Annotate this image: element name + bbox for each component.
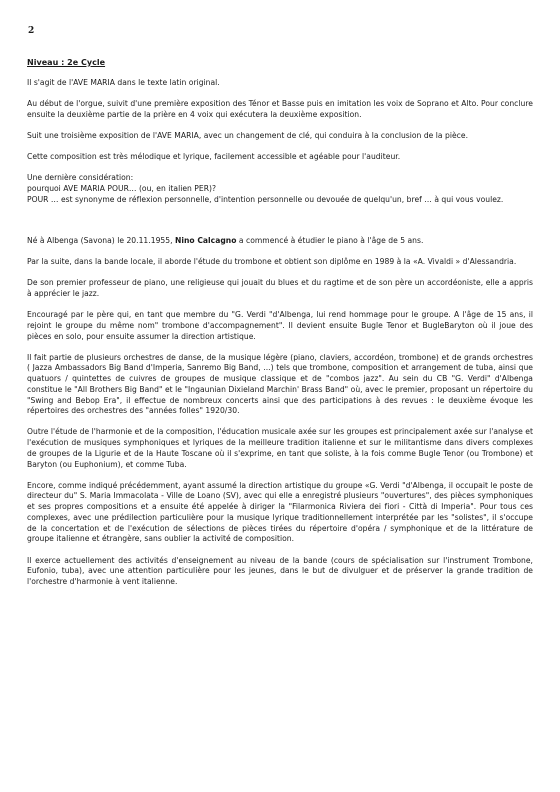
section-gap (27, 216, 533, 236)
paragraph-third-exposition: Suit une troisième exposition de l'AVE MARIA, avec un changement de clé, qui conduira à la conclusion de la pièce. (27, 130, 469, 140)
paragraph-consideration (27, 173, 533, 205)
paragraph-direction: Encore, comme indiqué précédemment, ayant assumé la direction artistique du groupe «G. Verdi "d'Albenga, il occupait le poste de directeur du" S. Maria Immacolata - Ville de Loano (SV), avec qui elle a enregistré plusieurs "ouvertures", des pièces symphoniques et ses propres compositions et a ensuite été appelée à diriger la "Filarmonica Riviera dei fiori - Città di Imperia". Pour tous ces complexes, avec une prédilection particulière pour la musique lyrique traditionnellement interprétée par les "solistes", il s'occupe de la concertation et de l'exécution de sélections de pièces tirées du répertoire d'opéra / symphonique et de la littérature de groupe italienne et étrangère, sans oublier la activité de composition. (27, 480, 533, 544)
consideration-line-3: POUR … est synonyme de réflexion personnelle, d'intention personnelle ou devouée de quelqu'un, bref … à qui vous voulez. (27, 194, 504, 204)
paragraph-intro: Il s'agit de l'AVE MARIA dans le texte latin original. (27, 77, 220, 87)
paragraph-character: Cette composition est très mélodique et lyrique, facilement accessible et agéable pour l'auditeur. (27, 152, 401, 162)
page-number: 2 (28, 26, 35, 36)
consideration-line-2: pourquoi AVE MARIA POUR… (ou, en italien PER)? (27, 183, 217, 193)
paragraph-structure: Au début de l'orgue, suivit d'une première exposition des Ténor et Basse puis en imitation les voix de Soprano et Alto. Pour conclure ensuite la deuxième partie de la prière en 4 voix qui exécutera la deuxième exposition. (27, 98, 533, 119)
document-body (27, 58, 533, 598)
bio-piano-text: a commencé à étudier le piano à l'âge de 5 ans. (236, 235, 424, 245)
paragraph-verdi-group: Encouragé par le père qui, en tant que membre du "G. Verdi "d'Albenga, lui rend hommage pour le groupe. A l'âge de 15 ans, il rejoint le groupe du même nom" trombone d'accompagnement". Il devient ensuite Bugle Tenor et BugleBaryton où il joue des pièces en solo, pour ensuite assumer la direction artistique. (27, 310, 533, 341)
paragraph-teaching: Il exerce actuellement des activités d'enseignement au niveau de la bande (cours de spécialisation sur l'instrument Trombone, Eufonio, tuba), avec une attention particulière pour les jeunes, dans le but de divulguer et de préserver la grande tradition de l'orchestre d'harmonie à vent italienne. (27, 555, 533, 586)
consideration-line-1: Une dernière considération: (27, 173, 134, 183)
paragraph-trombone: Par la suite, dans la bande locale, il aborde l'étude du trombone et obtient son diplôme en 1989 à la «A. Vivaldi » d'Alessandria. (27, 257, 517, 267)
composer-name: Nino Calcagno (175, 235, 237, 245)
paragraph-orchestras: Il fait partie de plusieurs orchestres de danse, de la musique légère (piano, claviers, accordéon, trombone) et de grands orchestres ( Jazza Ambassadors Big Band d'Imperia, Sanremo Big Band, ...) tels que trombone, composition et arrangement de tuba, ainsi que quatuors / quintettes de cuivres de groupes de musique classique et de "combos jazz". Au sein du CB "G. Verdi" d'Albenga constitue le "All Brothers Big Band" et le "Ingaunian Dixieland Marchin' Brass Band" où, avec le premier, proposant un répertoire du "Swing and Bebop Era", il effectue de nombreux concerts ainsi que des participations à des revues : le deuxième évoque les répertoires des orchestres des "années folles" 1920/30. (27, 352, 533, 416)
paragraph-bio-intro (27, 236, 533, 247)
bio-birth-text: Né à Albenga (Savona) le 20.11.1955, (27, 235, 175, 245)
paragraph-jazz: De son premier professeur de piano, une religieuse qui jouait du blues et du ragtime et de son père un accordéoniste, elle a appris à apprécier le jazz. (27, 278, 533, 298)
paragraph-education: Outre l'étude de l'harmonie et de la composition, l'éducation musicale axée sur les groupes est principalement axée sur l'analyse et l'exécution de musiques symphoniques et lyriques de la meilleure tradition italienne et sur le militantisme dans divers complexes de groupes de la Ligurie et de la Haute Toscane où il s'exprime, en tant que soliste, à la fois comme Bugle Tenor (ou Trombone) et Baryton (ou Euphonium), et comme Tuba. (27, 427, 533, 469)
level-heading: Niveau : 2e Cycle (27, 58, 106, 67)
